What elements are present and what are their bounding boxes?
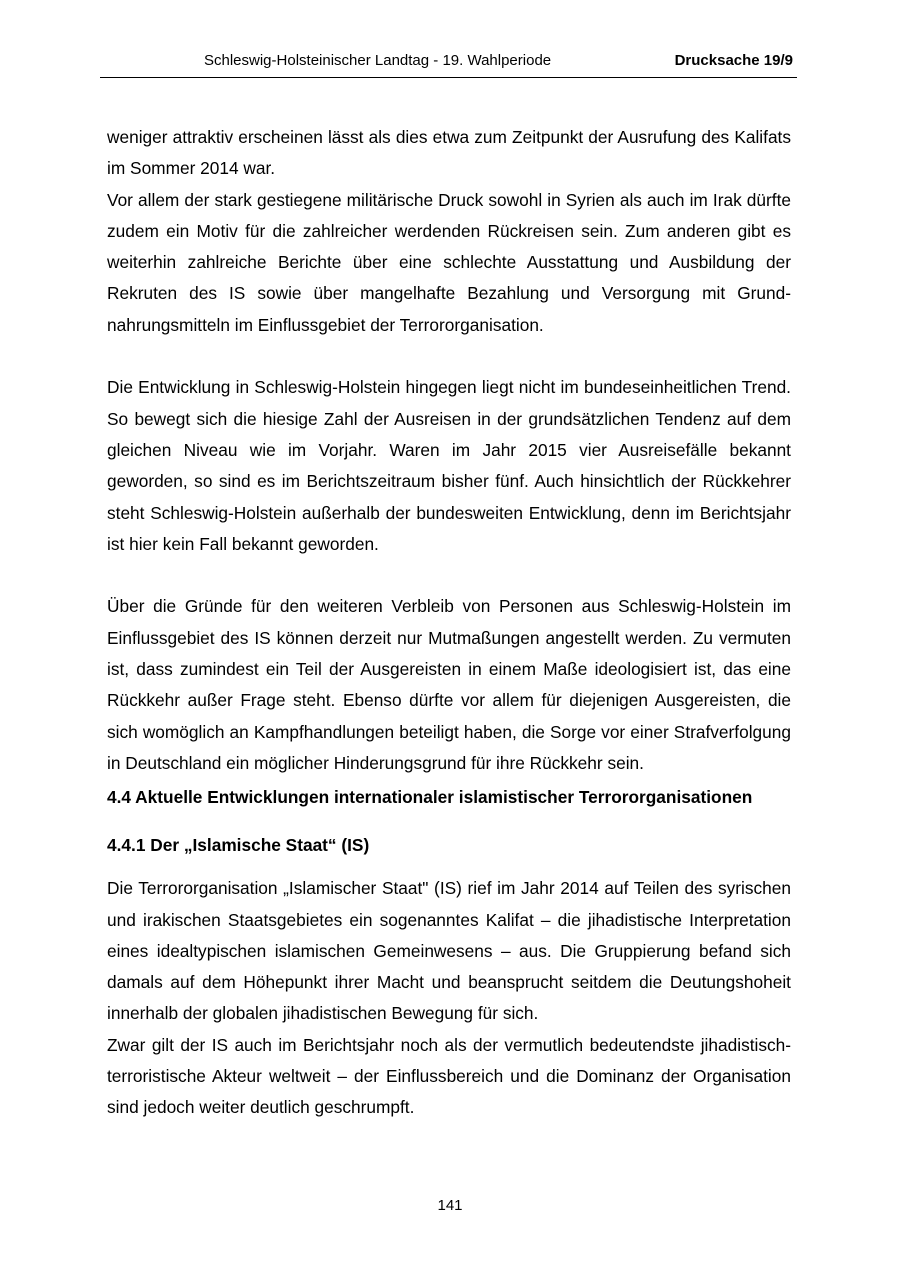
section-heading-4-4: 4.4 Aktuelle Entwicklungen internationaler islamistischer Terrororganisationen bbox=[107, 787, 753, 808]
paragraph-2: Vor allem der stark gestiegene militärische Druck sowohl in Syrien als auch im Irak dürfte zudem ein Motiv für die zahlreicher werdenden Rückreisen sein. Zum anderen gibt es weiterhin zahlreiche Berichte über eine schlechte Ausstattung und Ausbildung der Rekruten des IS sowie über mangelhafte Bezahlung und Versorgung mit Grundnahrungsmitteln im Einflussgebiet der Terrororganisation. bbox=[107, 189, 791, 335]
page-number: 141 bbox=[437, 1197, 463, 1214]
page-content bbox=[107, 122, 791, 1124]
document-number: Drucksache 19/9 bbox=[674, 52, 793, 69]
paragraph-spacer bbox=[107, 560, 791, 591]
paragraph-6: Zwar gilt der IS auch im Berichtsjahr noch als der vermutlich bedeutendste jihadistisch-terroristische Akteur weltweit – der Einflussbereich und die Dominanz der Organisation sind jedoch weiter deutlich geschrumpft. bbox=[107, 1034, 791, 1118]
paragraph-5: Die Terrororganisation „Islamischer Staat" (IS) rief im Jahr 2014 auf Teilen des syrischen und irakischen Staatsgebietes ein sogenanntes Kalifat – die jihadistische Interpretation eines idealtypischen islamischen Gemeinwesens – aus. Die Gruppierung befand sich damals auf dem Höhepunkt ihrer Macht und beansprucht seitdem die Deutungshoheit innerhalb der globalen jihadistischen Bewegung für sich. bbox=[107, 878, 791, 1024]
section-heading-4-4-1: 4.4.1 Der „Islamische Staat“ (IS) bbox=[107, 835, 370, 856]
header-title: Schleswig-Holsteinischer Landtag - 19. Wahlperiode bbox=[204, 52, 552, 69]
page-header bbox=[100, 51, 797, 78]
paragraph-4: Über die Gründe für den weiteren Verbleib von Personen aus Schleswig-Holstein im Einflussgebiet des IS können derzeit nur Mutmaßungen angestellt werden. Zu vermuten ist, dass zumindest ein Teil der Ausgereisten in einem Maße ideologisiert ist, das eine Rückkehr außer Frage steht. Ebenso dürfte vor allem für diejenigen Ausgereisten, die sich womöglich an Kampfhandlungen beteiligt haben, die Sorge vor einer Strafverfolgung in Deutschland ein möglicher Hinderungsgrund für ihre Rückkehr sein. bbox=[107, 596, 791, 773]
paragraph-3: Die Entwicklung in Schleswig-Holstein hingegen liegt nicht im bundeseinheitlichen Trend. So bewegt sich die hiesige Zahl der Ausreisen in der grundsätzlichen Tendenz auf dem gleichen Niveau wie im Vorjahr. Waren im Jahr 2015 vier Ausreisefälle bekannt geworden, so sind es im Berichtszeitraum bisher fünf. Auch hinsichtlich der Rückkehrer steht Schleswig-Holstein außerhalb der bundesweiten Entwicklung, denn im Berichtsjahr ist hier kein Fall bekannt geworden. bbox=[107, 377, 791, 554]
paragraph-spacer bbox=[107, 341, 791, 372]
paragraph-1: weniger attraktiv erscheinen lässt als dies etwa zum Zeitpunkt der Ausrufung des Kalifats im Sommer 2014 war. bbox=[107, 127, 791, 179]
